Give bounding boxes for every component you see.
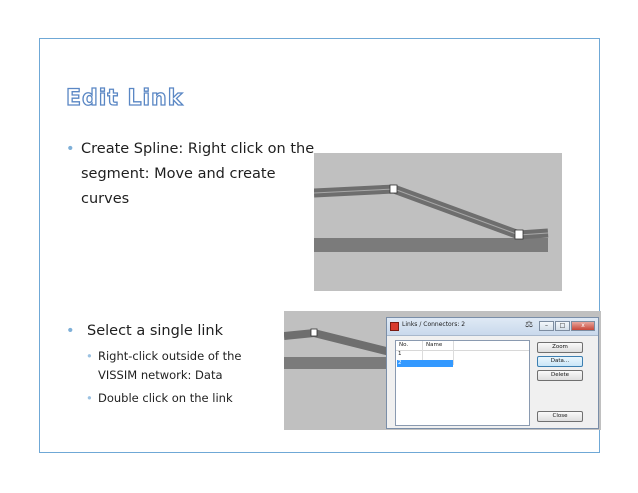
column-header-name[interactable]: Name (426, 342, 443, 348)
maximize-button[interactable]: □ (555, 321, 570, 331)
links-connectors-dialog (386, 317, 599, 429)
list-header (396, 341, 529, 351)
network-canvas (314, 153, 562, 291)
zoom-button[interactable]: Zoom (537, 342, 583, 353)
spline-screenshot (314, 153, 562, 291)
minimize-button[interactable]: – (539, 321, 554, 331)
dialog-title-bar[interactable] (387, 318, 598, 336)
link-data-screenshot (284, 311, 601, 430)
links-list[interactable] (395, 340, 530, 426)
app-icon (390, 322, 399, 331)
bullet-dot: • (86, 349, 93, 363)
list-item[interactable]: 1 (398, 351, 402, 357)
sub-bullet-text: Right-click outside of the VISSIM network: Data (98, 349, 242, 382)
spline-point-handle[interactable] (390, 185, 397, 193)
delete-button[interactable]: Delete (537, 370, 583, 381)
bullet-text: Select a single link (87, 323, 224, 339)
bullet-dot: • (86, 391, 93, 405)
spline-point-handle[interactable] (515, 230, 523, 239)
selected-link[interactable] (284, 333, 394, 353)
list-item-selected[interactable]: 2 (398, 360, 402, 366)
column-separator (453, 341, 454, 365)
sub-bullet-right-click (86, 347, 276, 385)
straight-link (314, 238, 548, 252)
data-button[interactable]: Data... (537, 356, 583, 367)
spline-point-handle[interactable] (311, 329, 317, 336)
bullet-dot: • (66, 141, 75, 157)
slide-title: Edit Link (66, 86, 184, 111)
close-window-button[interactable]: x (571, 321, 595, 331)
dialog-title: Links / Connectors: 2 (402, 321, 466, 328)
spline-link[interactable] (314, 189, 548, 235)
sub-bullet-text: Double click on the link (98, 391, 233, 405)
sub-bullet-double-click (86, 389, 276, 408)
close-button[interactable]: Close (537, 411, 583, 422)
bullet-text: Create Spline: Right click on the segment: Move and create curves (81, 141, 315, 207)
bullet-dot: • (66, 323, 75, 339)
balance-icon: ⚖ (525, 320, 534, 330)
selected-row-highlight (397, 360, 453, 367)
straight-link (284, 357, 394, 369)
bullet-select-link (66, 321, 223, 341)
column-header-no[interactable]: No. (399, 342, 409, 348)
bullet-create-spline (66, 137, 316, 212)
